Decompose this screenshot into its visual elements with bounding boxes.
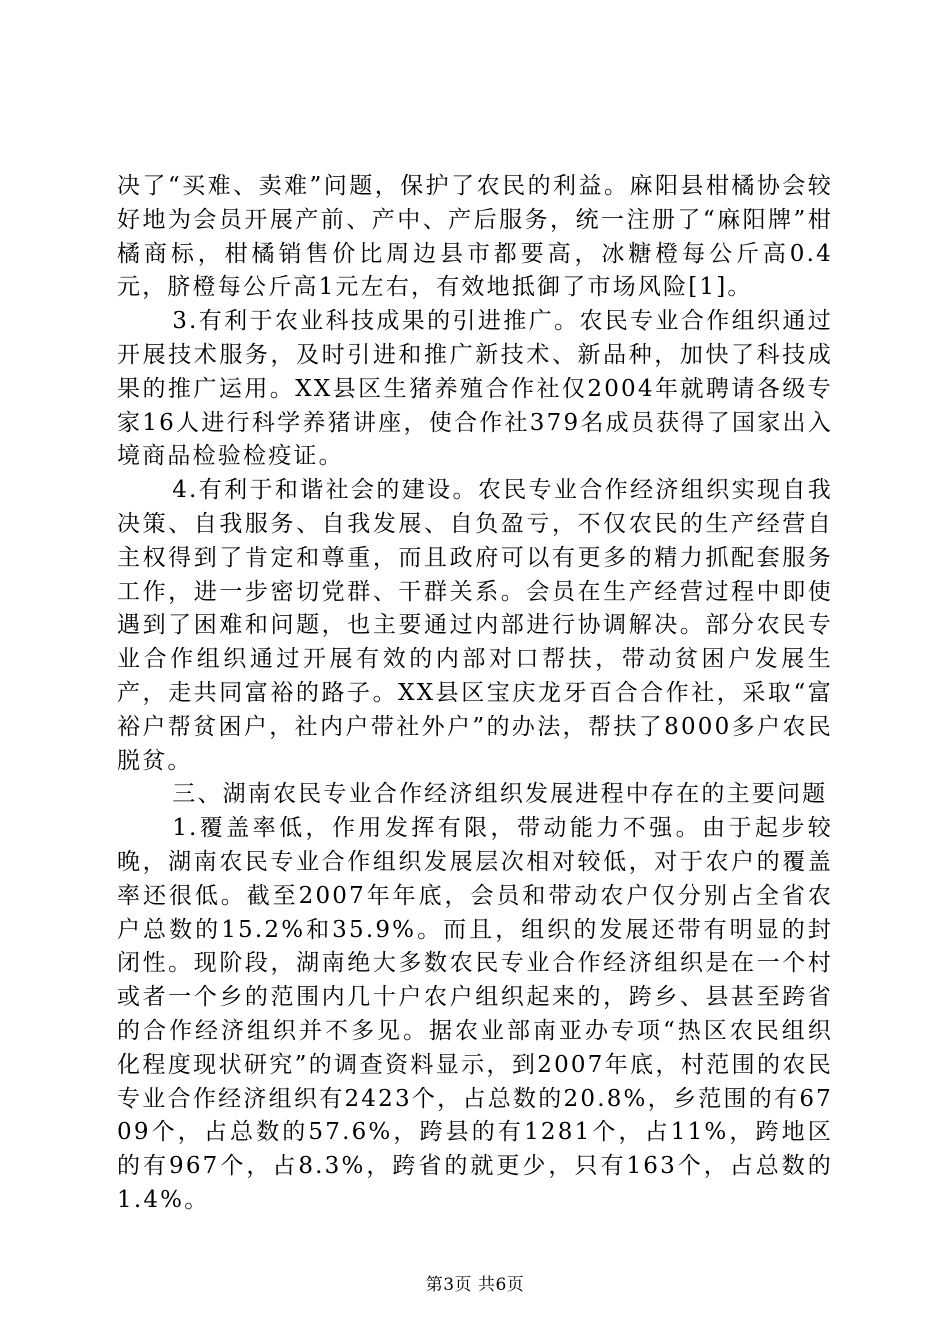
document-body: [117, 170, 833, 1218]
page-number-footer: 第3页 共6页: [425, 1275, 525, 1295]
paragraph-continued: 决了“买难、卖难”问题，保护了农民的利益。麻阳县柑橘协会较好地为会员开展产前、产中、产后服务，统一注册了“麻阳牌”柑橘商标，柑橘销售价比周边县市都要高，冰糖橙每公斤高0.4元，脐橙每公斤高1元左右，有效地抵御了市场风险[1]。: [117, 173, 833, 301]
paragraph-item-3: 3.有利于农业科技成果的引进推广。农民专业合作组织通过开展技术服务，及时引进和推广新技术、新品种，加快了科技成果的推广运用。XX县区生猪养殖合作社仅2004年就聘请各级专家16人进行科学养猪讲座，使合作社379名成员获得了国家出入境商品检验检疫证。: [117, 308, 833, 470]
paragraph-item-1: 1.覆盖率低，作用发挥有限，带动能力不强。由于起步较晚，湖南农民专业合作组织发展层次相对较低，对于农户的覆盖率还很低。截至2007年年底，会员和带动农户仅分别占全省农户总数的15.2%和35.9%。而且，组织的发展还带有明显的封闭性。现阶段，湖南绝大多数农民专业合作经济组织是在一个村或者一个乡的范围内几十户农户组织起来的，跨乡、县甚至跨省的合作经济组织并不多见。据农业部南亚办专项“热区农民组织化程度现状研究”的调查资料显示，到2007年底，村范围的农民专业合作经济组织有2423个，占总数的20.8%，乡范围的有6709个，占总数的57.6%，跨县的有1281个，占11%，跨地区的有967个，占8.3%，跨省的就更少，只有163个，占总数的1.4%。: [117, 815, 833, 1213]
section-heading: 三、湖南农民专业合作经济组织发展进程中存在的主要问题: [172, 781, 828, 808]
paragraph-item-4: 4.有利于和谐社会的建设。农民专业合作经济组织实现自我决策、自我服务、自我发展、自负盈亏，不仅农民的生产经营自主权得到了肯定和尊重，而且政府可以有更多的精力抓配套服务工作，进一步密切党群、干群关系。会员在生产经营过程中即使遇到了困难和问题，也主要通过内部进行协调解决。部分农民专业合作组织通过开展有效的内部对口帮扶，带动贫困户发展生产，走共同富裕的路子。XX县区宝庆龙牙百合合作社，采取“富裕户帮贫困户，社内户带社外户”的办法，帮扶了8000多户农民脱贫。: [117, 477, 833, 774]
